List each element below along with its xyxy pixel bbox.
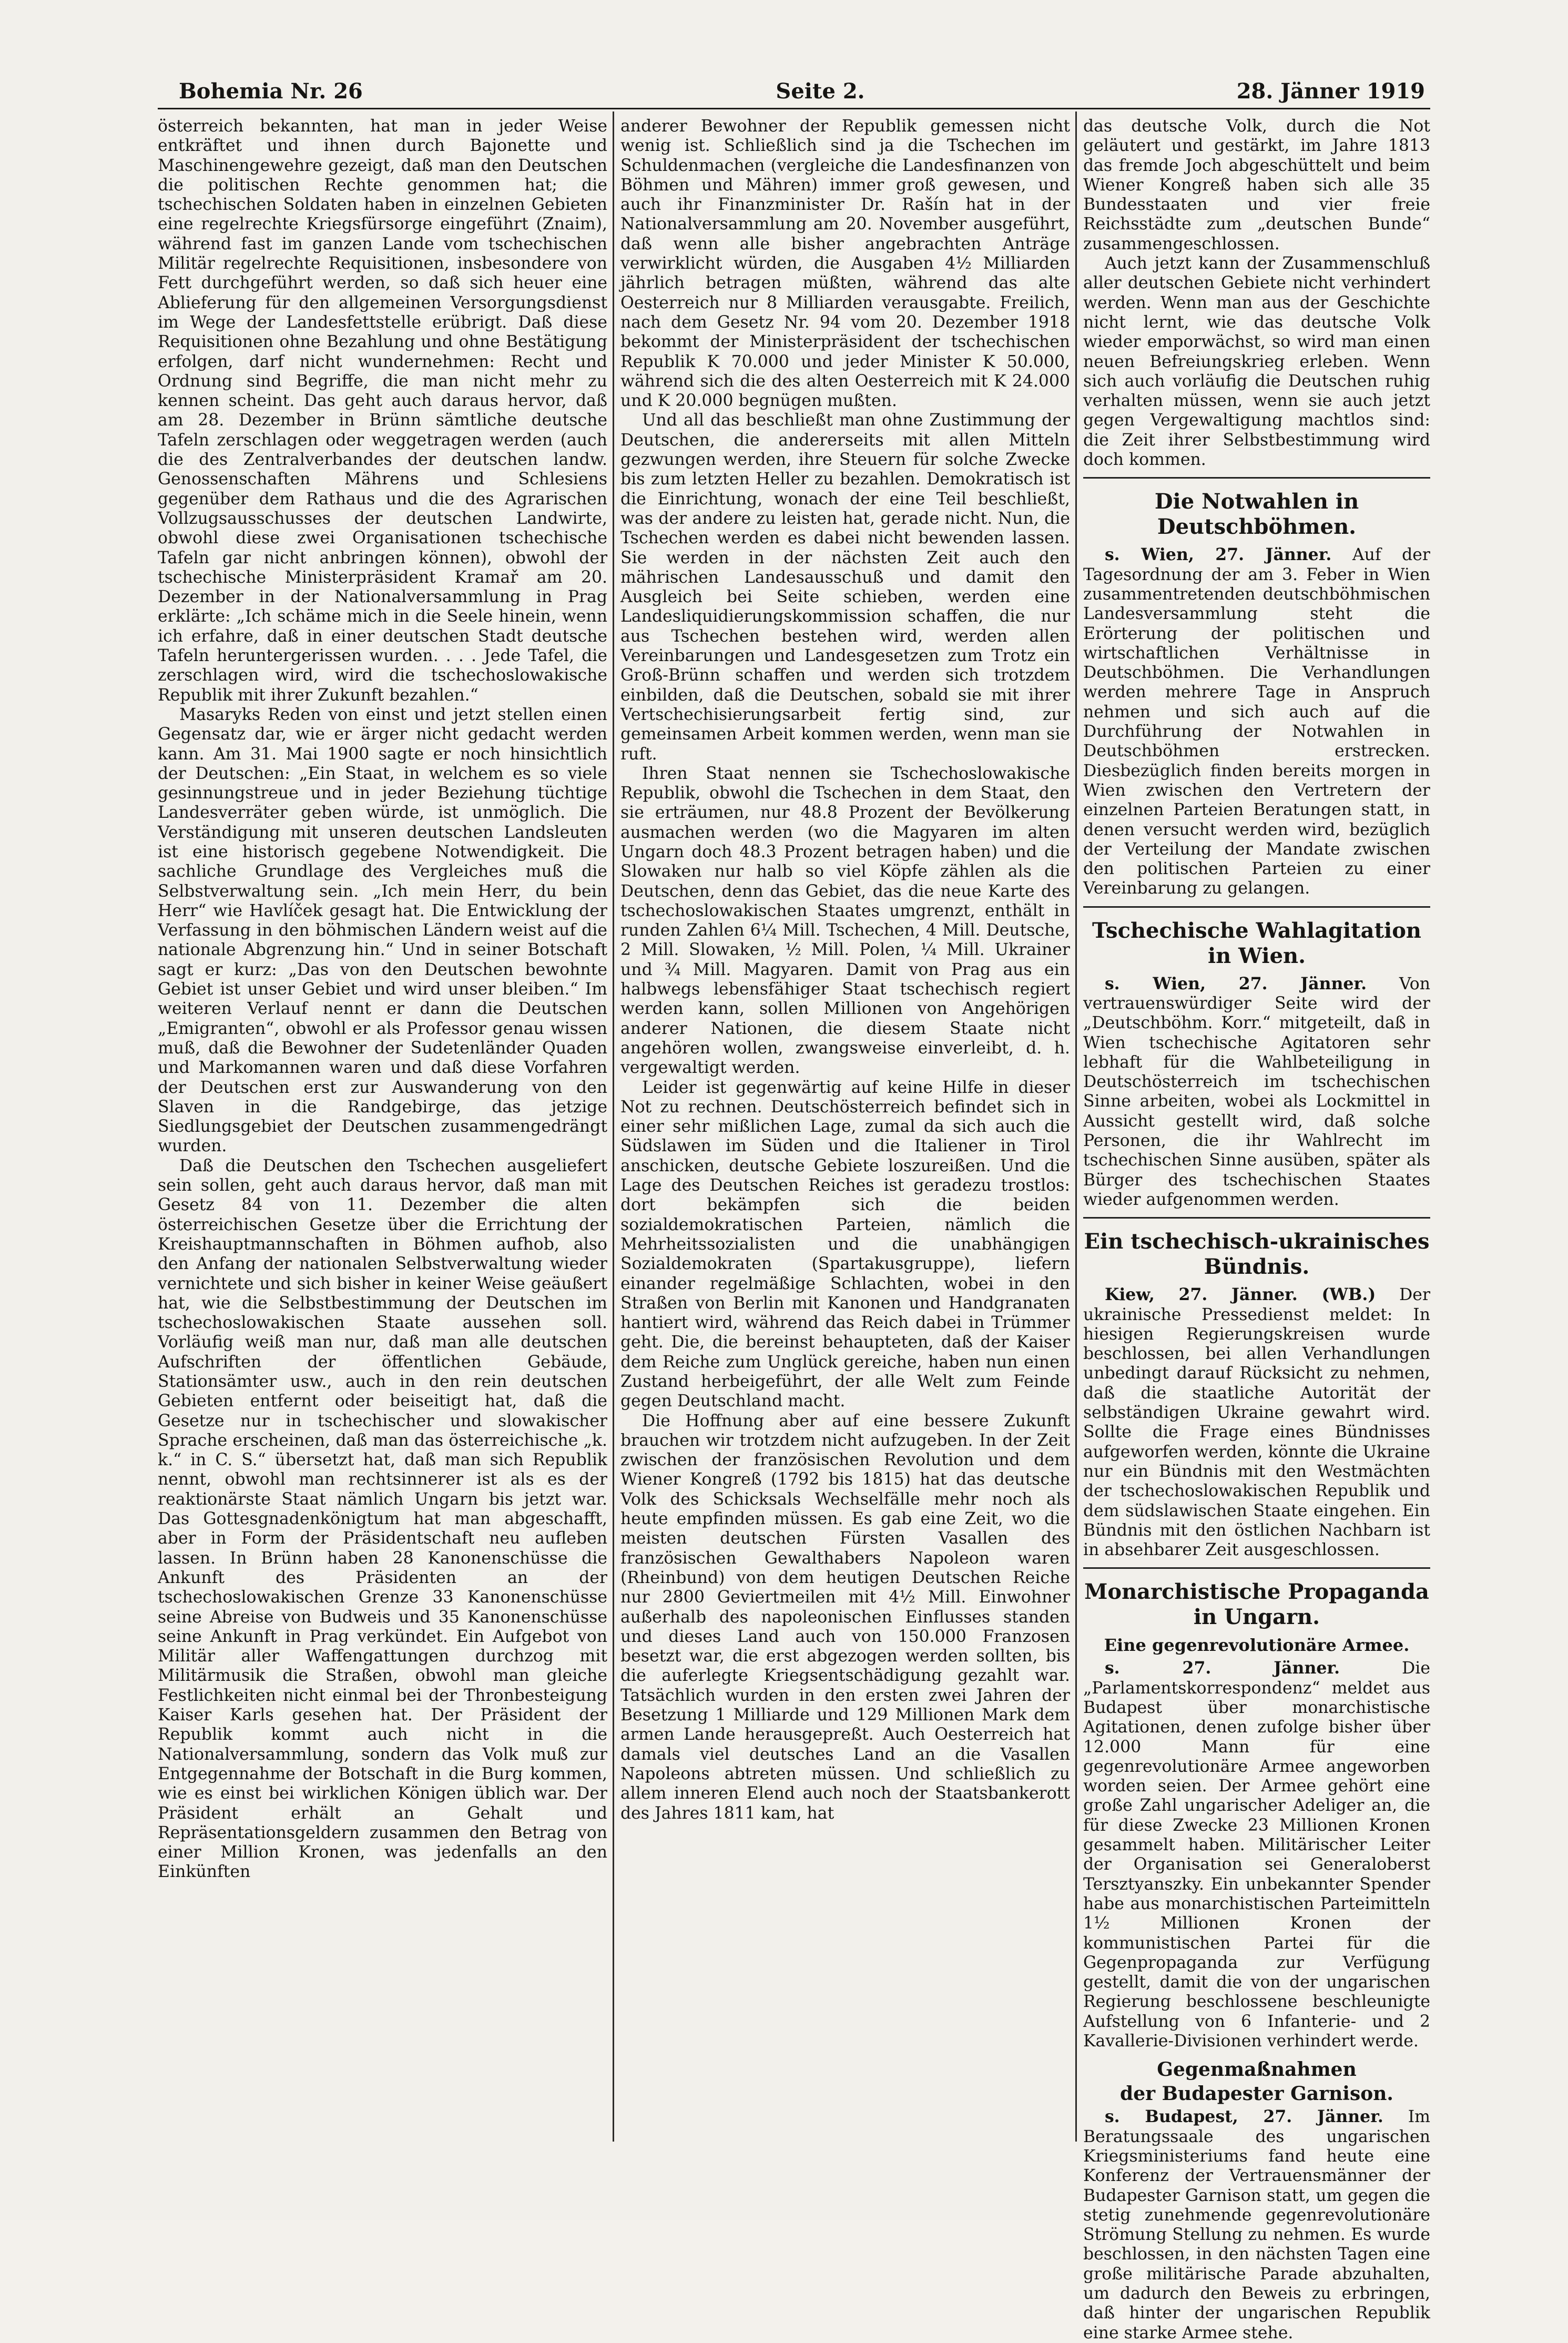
article-paragraph: Auch jetzt kann der Zusammenschluß aller deutschen Gebiete nicht verhindert werden. Wenn man aus der Geschichte nicht lernt, wie das deutsche Volk wieder emporwächst, so wird man einen neuen Befreiungskrieg erleben. Wenn sich auch vorläufig die Deutschen ruhig verhalten müssen, wenn sie auch jetzt gegen Vergewaltigung machtlos sind: die Zeit ihrer Selbstbestimmung wird doch kommen. xyxy=(1083,254,1430,470)
dateline: s. Wien, 27. Jänner. xyxy=(1104,545,1332,565)
article-paragraph: Die Hoffnung aber auf eine bessere Zukunft brauchen wir trotzdem nicht aufzugeben. In der Zeit zwischen der französischen Revolution und dem Wiener Kongreß (1792 bis 1815) hat das deutsche Volk des Schicksals Wechselfälle mehr noch als heute empfinden müssen. Es gab eine Zeit, wo die meisten deutschen Fürsten Vasallen des französischen Gewalthabers Napoleon waren (Rheinbund) von dem heutigen Deutschen Reiche nur 2800 Geviertmeilen mit 4½ Mill. Einwohner außerhalb des napoleonischen Einflusses standen und dieses Land auch von 150.000 Franzosen besetzt war, die erst abgezogen werden sollten, bis die auferlegte Kriegsentschädigung gezahlt war. Tatsächlich wurden in den ersten zwei Jahren der Besetzung 1 Milliarde und 129 Millionen Mark dem armen Lande herausgepreßt. Auch Oesterreich hat damals viel deutsches Land an die Vasallen Napoleons abtreten müssen. Und schließlich zu allem inneren Elend auch noch der Staatsbankerott des Jahres 1811 kam, hat xyxy=(620,1411,1070,1823)
dateline: s. Wien, 27. Jänner. xyxy=(1104,973,1367,993)
subheadline-armee: Eine gegenrevolutionäre Armee. xyxy=(1104,1635,1410,1656)
issue-date: 28. Jänner 1919 xyxy=(1236,79,1425,104)
news-text: Der ukrainische Pressedienst meldet: In hiesigen Regierungskreisen wurde beschlossen, bei allen Verhandlungen unbedingt darauf Rücksicht zu nehmen, daß die staatliche Autorität der selbständigen Ukraine gewahrt wird. Sollte die Frage eines Bündnisses aufgeworfen werden, könnte die Ukraine nur ein Bündnis mit den Westmächten der tschechoslowakischen Republik und dem südslawischen Staate eingehen. Ein Bündnis mit den östlichen Nachbarn ist in absehbarer Zeit ausgeschlossen. xyxy=(1083,1285,1430,1560)
section-rule xyxy=(1083,1217,1430,1219)
subheadline-gegenmassnahmen: Gegenmaßnahmen xyxy=(1157,2058,1357,2081)
article-paragraph: österreich bekannten, hat man in jeder Weise entkräftet und ihnen durch Bajonette und Maschinengewehre gezeigt, daß man den Deutschen die politischen Rechte genommen hat; die tschechischen Soldaten haben in einzelnen Gebieten eine regelrechte Kriegsfürsorge eingeführt (Znaim), während fast im ganzen Lande vom tschechischen Militär regelrechte Requisitionen, insbesondere von Fett durchgeführt werden, so daß sich heuer eine Ablieferung für den allgemeinen Versorgungsdienst im Wege der Landesfettstelle erübrigt. Daß diese Requisitionen ohne Bezahlung und ohne Bestätigung erfolgen, darf nicht wundernehmen: Recht und Ordnung sind Begriffe, die man nicht mehr zu kennen scheint. Das geht auch daraus hervor, daß am 28. Dezember in Brünn sämtliche deutsche Tafeln zerschlagen oder weggetragen werden (auch die des Zentralverbandes der deutschen landw. Genossenschaften Mährens und Schlesiens gegenüber dem Rathaus und die des Agrarischen Vollzugsausschusses der deutschen Landwirte, obwohl diese zwei Organisationen tschechische Tafeln gar nicht anbringen können), obwohl der tschechische Ministerpräsident Kramař am 20. Dezember in der Nationalversammlung in Prag erklärte: „Ich schäme mich in die Seele hinein, wenn ich erfahre, daß in einer deutschen Stadt deutsche Tafeln heruntergerissen wurden. . . . Jede Tafel, die zerschlagen wird, wird die tschechoslowakische Republik mit ihrer Zukunft bezahlen.“ xyxy=(158,117,607,705)
article-paragraph: Leider ist gegenwärtig auf keine Hilfe in dieser Not zu rechnen. Deutschösterreich befindet sich in einer sehr mißlichen Lage, zumal da sich auch die Südslawen im Süden und die Italiener in Tirol anschicken, deutsche Gebiete loszureißen. Und die Lage des Deutschen Reiches ist geradezu trostlos: dort bekämpfen sich die beiden sozialdemokratischen Parteien, nämlich die Mehrheitssozialisten und die unabhängigen Sozialdemokraten (Spartakusgruppe), liefern einander regelmäßige Schlachten, wobei in den Straßen von Berlin mit Kanonen und Handgranaten hantiert wird, während das Reich dabei in Trümmer geht. Die, die bereinst behaupteten, daß der Kaiser dem Reiche zum Unglück gereiche, haben nun einen Zustand herbeigeführt, der alle Welt zum Feinde gegen Deutschland macht. xyxy=(620,1078,1070,1411)
column-1 xyxy=(158,117,607,2136)
news-item xyxy=(1083,1658,1430,2051)
news-item xyxy=(1083,545,1430,898)
section-rule xyxy=(1083,906,1430,908)
headline-notwahlen: Die Notwahlen in Deutschböhmen. xyxy=(1154,489,1359,540)
header-rule xyxy=(158,108,1430,109)
column-divider xyxy=(613,111,614,2142)
article-paragraph: anderer Bewohner der Republik gemessen nicht wenig ist. Schließlich sind ja die Tschechen im Schuldenmachen (vergleiche die Landesfinanzen von Böhmen und Mähren) immer groß gewesen, und auch ihr Finanzminister Dr. Rašín hat in der Nationalversammlung am 20. November ausgeführt, daß wenn alle bisher angebrachten Anträge verwirklicht würden, die Ausgaben 4½ Milliarden jährlich betragen müßten, während das alte Oesterreich nur 8 Milliarden verausgabte. Freilich, nach dem Gesetz Nr. 94 vom 20. Dezember 1918 bekommt der Ministerpräsident der tschechischen Republik K 70.000 und jeder Minister K 50.000, während sich die des alten Oesterreich mit K 24.000 und K 20.000 begnügen mußten. xyxy=(620,117,1070,411)
news-text: Auf der Tagesordnung der am 3. Feber in Wien zusammentretenden deutschböhmischen Landesversammlung steht die Erörterung der politischen und wirtschaftlichen Verhältnisse in Deutschböhmen. Die Verhandlungen werden mehrere Tage in Anspruch nehmen und sich auch auf die Durchführung der Notwahlen in Deutschböhmen erstrecken. Diesbezüglich finden bereits morgen in Wien zwischen den Vertretern der einzelnen Parteien Beratungen statt, in denen versucht werden wird, bezüglich der Verteilung der Mandate zwischen den politischen Parteien zu einer Vereinbarung zu gelangen. xyxy=(1083,545,1430,898)
news-text: Von vertrauenswürdiger Seite wird der „Deutschböhm. Korr.“ mitgeteilt, daß in Wien tschechische Agitatoren sehr lebhaft für die Wahlbeteiligung in Deutschösterreich im tschechischen Sinne arbeiten, wobei als Lockmittel in Aussicht gestellt wird, daß solche Personen, die ihr Wahlrecht im tschechischen Sinne ausüben, später als Bürger des tschechischen Staates wieder aufgenommen werden. xyxy=(1083,974,1430,1209)
news-text: Die „Parlamentskorrespondenz“ meldet aus Budapest über monarchistische Agitationen, denen zufolge bisher über 12.000 Mann für eine gegenrevolutionäre Armee angeworben worden seien. Der Armee gehört eine große Zahl ungarischer Adeliger an, die für diese Zwecke 23 Millionen Kronen gesammelt haben. Militärischer Leiter der Organisation sei Generaloberst Tersztyanszky. Ein unbekannter Spender habe aus monarchistischen Parteimitteln 1½ Millionen Kronen der kommunistischen Partei für die Gegenpropaganda zur Verfügung gestellt, damit die von der ungarischen Regierung beschlossene beschleunigte Aufstellung von 6 Infanterie- und 2 Kavallerie-Divisionen verhindert werde. xyxy=(1083,1659,1430,2051)
news-item xyxy=(1083,974,1430,1210)
headline-propaganda: Monarchistische Propaganda in Ungarn. xyxy=(1084,1579,1429,1630)
article-paragraph: Ihren Staat nennen sie Tschechoslowakische Republik, obwohl die Tschechen in dem Staat, den sie erträumen, nur 48.8 Prozent der Bevölkerung ausmachen werden (wo die Magyaren im alten Ungarn doch 48.3 Prozent betragen haben) und die Slowaken nur halb so viel Köpfe zählen als die Deutschen, denn das Gebiet, das die neue Karte des tschechoslowakischen Staates umgrenzt, enthält in runden Zahlen 6¼ Mill. Tschechen, 4 Mill. Deutsche, 2 Mill. Slowaken, ½ Mill. Polen, ¼ Mill. Ukrainer und ¾ Mill. Magyaren. Damit von Prag aus ein halbwegs lebensfähiger Staat tschechisch regiert werden kann, sollen Millionen von Angehörigen anderer Nationen, die diesem Staate nicht angehören wollen, zwangsweise einverleibt, d. h. vergewaltigt werden. xyxy=(620,764,1070,1078)
headline-wahlagitation: Tschechische Wahlagitation in Wien. xyxy=(1092,918,1421,968)
dateline: s. Budapest, 27. Jänner. xyxy=(1104,2107,1383,2127)
article-paragraph: Masaryks Reden von einst und jetzt stellen einen Gegensatz dar, wie er ärger nicht gedacht werden kann. Am 31. Mai 1900 sagte er noch hinsichtlich der Deutschen: „Ein Staat, in welchem es so viele gesinnungstreue und in jeder Beziehung tüchtige Landesverräter geben würde, ist unmöglich. Die Verständigung mit unseren deutschen Landsleuten ist eine historisch gegebene Notwendigkeit. Die sachliche Grundlage des Vergleiches muß die Selbstverwaltung sein. „Ich mein Herr, du bein Herr“ wie Havlíček gesagt hat. Die Entwicklung der Verfassung in den böhmischen Ländern weist auf die nationale Abgrenzung hin.“ Und in seiner Botschaft sagt er kurz: „Das von den Deutschen bewohnte Gebiet ist unser Gebiet und wird unser bleiben.“ Im weiteren Verlauf nennt er dann die Deutschen „Emigranten“, obwohl er als Professor genau wissen muß, daß die Bewohner der Sudetenländer Quaden und Markomannen waren und daß diese Vorfahren der Deutschen erst zur Auswanderung von den Slaven in die Randgebirge, das jetzige Siedlungsgebiet der Deutschen zusammengedrängt wurden. xyxy=(158,705,607,1156)
article-paragraph: Daß die Deutschen den Tschechen ausgeliefert sein sollen, geht auch daraus hervor, daß man mit Gesetz 84 von 11. Dezember die alten österreichischen Gesetze über die Errichtung der Kreishauptmannschaften in Böhmen aufhob, also den Anfang der nationalen Selbstverwaltung wieder vernichtete und sich bisher in keiner Weise geäußert hat, wie die Selbstbestimmung der Deutschen im tschechoslowakischen Staate aussehen soll. Vorläufig weiß man nur, daß man alle deutschen Aufschriften der öffentlichen Gebäude, Stationsämter usw., auch in den rein deutschen Gebieten entfernt oder beiseitigt hat, daß die Gesetze nur in tschechischer und slowakischer Sprache erscheinen, daß man das österreichische „k. k.“ in C. S.“ übersetzt hat, daß man sich Republik nennt, obwohl man rechtsinnerer ist als es der reaktionärste Staat nämlich Ungarn bis jetzt war. Das Gottesgnadenkönigtum hat man abgeschafft, aber in Form der Präsidentschaft neu aufleben lassen. In Brünn haben 28 Kanonenschüsse die Ankunft des Präsidenten an der tschechoslowakischen Grenze 33 Kanonenschüsse seine Abreise von Budweis und 35 Kanonenschüsse seine Ankunft in Prag verkündet. Ein Aufgebot von Militär aller Waffengattungen durchzog mit Militärmusik die Straßen, obwohl man gleiche Festlichkeiten nicht einmal bei der Thronbesteigung Kaiser Karls gesehen hat. Der Präsident der Republik kommt auch nicht in die Nationalversammlung, sondern das Volk muß zur Entgegennahme der Botschaft in die Burg kommen, wie es einst bei wirklichen Königen üblich war. Der Präsident erhält an Gehalt und Repräsentationsgeldern zusammen den Betrag von einer Million Kronen, was jedenfalls an den Einkünften xyxy=(158,1156,607,1882)
column-divider xyxy=(1075,111,1077,2142)
section-rule xyxy=(1083,477,1430,479)
section-rule xyxy=(1083,1567,1430,1569)
article-paragraph: Und all das beschließt man ohne Zustimmung der Deutschen, die andererseits mit allen Mitteln gezwungen werden, ihre Steuern für solche Zwecke bis zum letzten Heller zu bezahlen. Demokratisch ist die Einrichtung, wonach der eine Teil beschließt, was der andere zu leisten hat, gerade nicht. Nun, die Tschechen werden es dabei nicht bewenden lassen. Sie werden in der nächsten Zeit auch den mährischen Landesausschuß und damit den Ausgleich bei Seite schieben, werden eine Landesliquidierungskommission schaffen, die nur aus Tschechen bestehen wird, werden allen Vereinbarungen und Landesgesetzen zum Trotz ein Groß-Brünn schaffen und werden sich trotzdem einbilden, daß die Deutschen, sobald sie mit ihrer Vertschechisierungsarbeit fertig sind, zur gemeinsamen Arbeit kommen werden, wenn man sie ruft. xyxy=(620,411,1070,764)
masthead-issue: Bohemia Nr. 26 xyxy=(179,79,363,104)
news-item xyxy=(1083,2107,1430,2343)
news-item xyxy=(1083,1285,1430,1560)
column-3 xyxy=(1083,117,1431,2342)
page-header xyxy=(179,79,1425,106)
column-2 xyxy=(620,117,1070,2136)
subheadline-garnison: der Budapester Garnison. xyxy=(1120,2083,1393,2105)
headline-buendnis: Ein tschechisch-ukrainisches Bündnis. xyxy=(1084,1229,1430,1280)
article-paragraph: das deutsche Volk, durch die Not geläutert und gestärkt, im Jahre 1813 das fremde Joch abgeschüttelt und beim Wiener Kongreß haben sich alle 35 Bundesstaaten und vier freie Reichsstädte zum „deutschen Bunde“ zusammengeschlossen. xyxy=(1083,117,1430,253)
dateline: s. 27. Jänner. xyxy=(1104,1658,1340,1678)
news-text: Im Beratungssaale des ungarischen Kriegsministeriums fand heute eine Konferenz der Vertrauensmänner der Budapester Garnison statt, um gegen die stetig zunehmende gegenrevolutionäre Strömung Stellung zu nehmen. Es wurde beschlossen, in den nächsten Tagen eine große militärische Parade abzuhalten, um dadurch den Beweis zu erbringen, daß hinter der ungarischen Republik eine starke Armee stehe. xyxy=(1083,2107,1431,2342)
dateline: Kiew, 27. Jänner. (WB.) xyxy=(1104,1285,1376,1305)
page-number: Seite 2. xyxy=(776,79,865,104)
